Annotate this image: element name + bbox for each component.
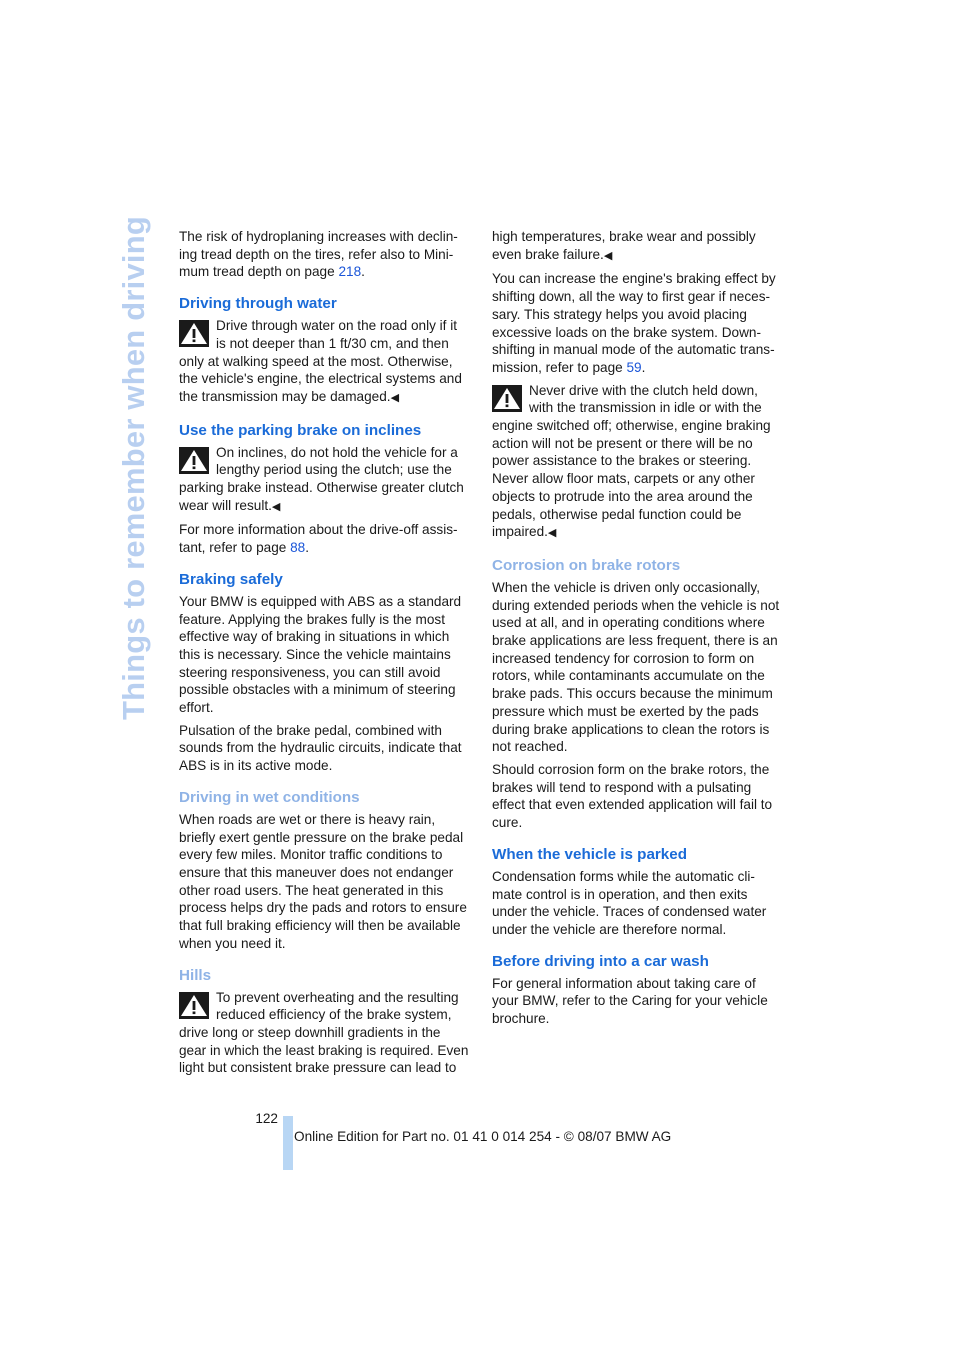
heading-braking-safely: Braking safely — [179, 570, 283, 588]
warning-hills: To prevent overheating and the resulting reduced efficiency of the brake system, drive long or steep downhill gradients in the gear in which the least braking is required. Even light but consistent brake pressure can lead to — [179, 989, 469, 1076]
shift-paragraph: You can increase the engine's braking effect by shifting down, all the way to first gear if neces-sary. This strategy helps you avoid placing excessive loads on the brake system. Down-shifting in manual mode of the automatic trans-mission, refer to page 59. — [492, 271, 776, 375]
warning-triangle-icon — [492, 385, 522, 412]
page-number: 122 — [255, 1111, 278, 1126]
parked-paragraph: Condensation forms while the automatic cli-mate control is in operation, and then exits under the vehicle. Traces of condensed water under the vehicle are therefore normal. — [492, 868, 767, 937]
warning-clutch: Never drive with the clutch held down, with the transmission in idle or with the engine switched off; otherwise, engine braking action will not be present or there will be no power assistance to the brakes or steering. Never allow floor mats, carpets or any other objects to protrude into the area around the pedals, otherwise pedal function could be impaired.◀ — [492, 382, 771, 540]
page-link-218[interactable]: 218 — [338, 264, 362, 280]
side-chapter-title: Things to remember when driving — [116, 215, 151, 720]
braking-paragraph-1: Your BMW is equipped with ABS as a standard feature. Applying the brakes fully is the most effective way of braking in situations in which this is necessary. Since the vehicle maintains steering responsiveness, you can still avoid possible obstacles with a minimum of steering effort. — [179, 593, 462, 716]
heading-car-wash: Before driving into a car wash — [492, 952, 709, 970]
footer-edition: Online Edition for Part no. 01 41 0 014 254 - © 08/07 BMW AG — [294, 1129, 672, 1144]
heading-driving-through-water: Driving through water — [179, 295, 337, 313]
heading-parking-brake: Use the parking brake on inclines — [179, 421, 422, 439]
continued-paragraph: high temperatures, brake wear and possibly even brake failure.◀ — [492, 229, 756, 262]
end-mark: ◀ — [547, 527, 557, 540]
warning-triangle-icon — [179, 320, 209, 347]
warning-triangle-icon — [179, 447, 209, 474]
heading-corrosion: Corrosion on brake rotors — [492, 556, 681, 574]
warning-parking: On inclines, do not hold the vehicle for a lengthy period using the clutch; use the parking brake instead. Otherwise greater clutch wear will result.◀ — [179, 444, 464, 513]
page-link-88[interactable]: 88 — [290, 540, 306, 556]
warning-water: Drive through water on the road only if it is not deeper than 1 ft/30 cm, and then only at walking speed at the most. Otherwise, the vehicle's engine, the electrical systems and the transmission may be damaged.◀ — [179, 318, 462, 404]
left-column — [179, 228, 469, 1082]
right-column — [492, 228, 784, 1033]
end-mark: ◀ — [603, 249, 613, 262]
footer-accent-bar — [283, 1116, 293, 1170]
heading-vehicle-parked: When the vehicle is parked — [492, 845, 687, 863]
end-mark: ◀ — [271, 500, 281, 513]
heading-hills: Hills — [179, 966, 212, 984]
driveoff-paragraph: For more information about the drive-off assis-tant, refer to page 88. — [179, 522, 458, 556]
page-link-59[interactable]: 59 — [626, 359, 642, 375]
end-mark: ◀ — [390, 391, 400, 404]
corrosion-paragraph-1: When the vehicle is driven only occasionally, during extended periods when the vehicle is not used at all, and in operating conditions where brake applications are less frequent, there is an increased tendency for corrosion to form on rotors, while contaminants accumulate on the brake pads. This occurs because the minimum pressure which must be exerted by the pads during brake applications to clean the rotors is not reached. — [492, 579, 780, 755]
corrosion-paragraph-2: Should corrosion form on the brake rotors, the brakes will tend to respond with a pulsating effect that even extended application will fail to cure. — [492, 761, 773, 831]
braking-paragraph-2: Pulsation of the brake pedal, combined with sounds from the hydraulic circuits, indicate that ABS is in its active mode. — [179, 722, 462, 774]
carwash-paragraph: For general information about taking care of your BMW, refer to the Caring for your vehicle brochure. — [492, 975, 768, 1027]
warning-triangle-icon — [179, 992, 209, 1019]
heading-wet-conditions: Driving in wet conditions — [179, 788, 360, 806]
intro-paragraph: The risk of hydroplaning increases with declin-ing tread depth on the tires, refer also to Mini-mum tread depth on page 218. — [179, 229, 458, 280]
wet-paragraph: When roads are wet or there is heavy rain, briefly exert gentle pressure on the brake pedal every few miles. Monitor traffic conditions to ensure that this maneuver does not endanger other road users. The heat generated in this process helps dry the pads and rotors to ensure that full braking efficiency will then be available when you need it. — [179, 811, 467, 951]
